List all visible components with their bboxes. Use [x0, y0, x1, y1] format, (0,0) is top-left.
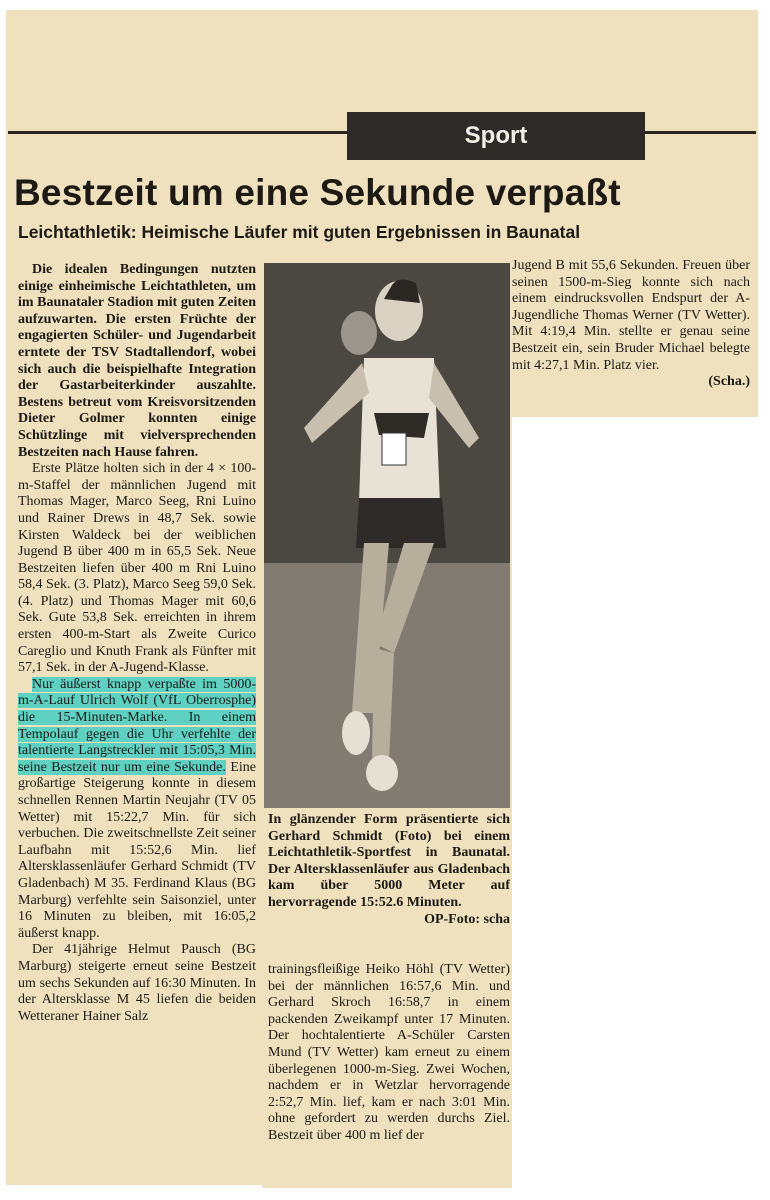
article-column-3 — [512, 258, 750, 391]
article-column-1 — [18, 262, 256, 1025]
photo-credit: OP-Foto: scha — [424, 911, 510, 927]
paragraph-pausch: Der 41jährige Helmut Pausch (BG Marburg) steigerte erneut seine Bestzeit um sechs Sekunden auf 16:30 Minuten. In der Altersklasse M 45 liefen die beiden Wetteraner Hainer Salz — [18, 942, 256, 1024]
paragraph-werner: Jugend B mit 55,6 Sekunden. Freuen über seinen 1500-m-Sieg konnte sich nach einem eindrucksvollen Endspurt der A-Jugendliche Thomas Werner (TV Wetter). Mit 4:19,4 Min. stellte er genau seine Bestzeit ein, sein Bruder Michael belegte mit 4:27,1 Min. Platz vier. — [512, 258, 750, 373]
lead-paragraph: Die idealen Bedingungen nutzten einige einheimische Leichtathleten, um im Baunataler Stadion mit guten Zeiten aufzuwarten. Die ersten Früchte der engagierten Schüler- und Jugendarbeit erntete der TSV Stadtallendorf, wobei sich auch die beispielhafte Integration der Gastarbeiterkinder auszahlte. Bestens betreut vom Kreisvorsitzenden Dieter Golmer konnten einige Schützlinge mit vielversprechenden Bestzeiten nach Hause fahren. — [18, 262, 256, 460]
headline: Bestzeit um eine Sekunde verpaßt — [14, 172, 621, 213]
paragraph-relay: Erste Plätze holten sich in der 4 × 100-m-Staffel der männlichen Jugend mit Thomas Mager, Marco Seeg, Rni Luino und Rainer Drews in 48,7 Sek. sowie Kirsten Waldeck bei der weiblichen Jugend B über 400 m in 65,5 Sek. Neue Bestzeiten liefen über 400 m Rni Luino 58,4 Sek. (3. Platz), Marco Seeg 59,0 Sek. (4. Platz) und Thomas Mager mit 60,6 Sek. Gute 53,8 Sek. erreichten in ihrem ersten 400-m-Start als Zweite Curico Careglio und Knuth Frank als Fünfter mit 57,1 Sek. in der A-Jugend-Klasse. — [18, 461, 256, 676]
caption-text: In glänzender Form präsentierte sich Gerhard Schmidt (Foto) bei einem Leichtathletik-Sportfest in Baunatal. Der Altersklassenläufer aus Gladenbach kam über 5000 Meter auf hervorragende 15:52.6 Minuten. — [268, 812, 510, 910]
runner-photo-illustration — [264, 263, 510, 808]
paragraph-5000m — [18, 677, 256, 943]
section-label: Sport — [347, 112, 645, 160]
highlighted-text: Nur äußerst knapp verpaßte im 5000-m-A-Lauf Ulrich Wolf (VfL Oberrosphe) die 15-Minuten-Marke. In einem Tempolauf gegen die Uhr verfehlte der talentierte Langstreckler mit 15:05,3 Min. seine Bestzeit nur um eine Sekunde. — [18, 676, 256, 775]
author-signature: (Scha.) — [708, 374, 750, 390]
paragraph-5000m-rest: Eine großartige Steigerung konnte in diesem schnellen Rennen Martin Neujahr (TV 05 Wetter) mit 15:22,7 Min. für sich verbuchen. Die zweitschnellste Zeit seiner Laufbahn mit 15:52,6 Min. lief Altersklassenläufer Gerhard Schmidt (TV Gladenbach) M 35. Ferdinand Klaus (BG Marburg) verfehlte sein Saisonziel, unter 16 Minuten zu bleiben, mit 16:05,2 äußerst knapp. — [18, 759, 256, 941]
article-column-2 — [268, 962, 510, 1145]
subheadline: Leichtathletik: Heimische Läufer mit guten Ergebnissen in Baunatal — [18, 222, 581, 242]
runner-photo — [264, 263, 510, 808]
paragraph-hoehl: trainingsfleißige Heiko Höhl (TV Wetter) bei der männlichen 16:57,6 Min. und Gerhard Skroch 16:58,7 in einem packenden Zweikampf unter 17 Minuten. Der hochtalentierte A-Schüler Carsten Mund (TV Wetter) kam erneut zu einem überlegenen 1000-m-Sieg. Zwei Wochen, nachdem er in Wetzlar hervorragende 2:52,7 Min. lief, kam er nach 3:01 Min. ohne gefordert zu werden durchs Ziel. Bestzeit über 400 m lief der — [268, 962, 510, 1143]
photo-caption — [268, 812, 510, 928]
